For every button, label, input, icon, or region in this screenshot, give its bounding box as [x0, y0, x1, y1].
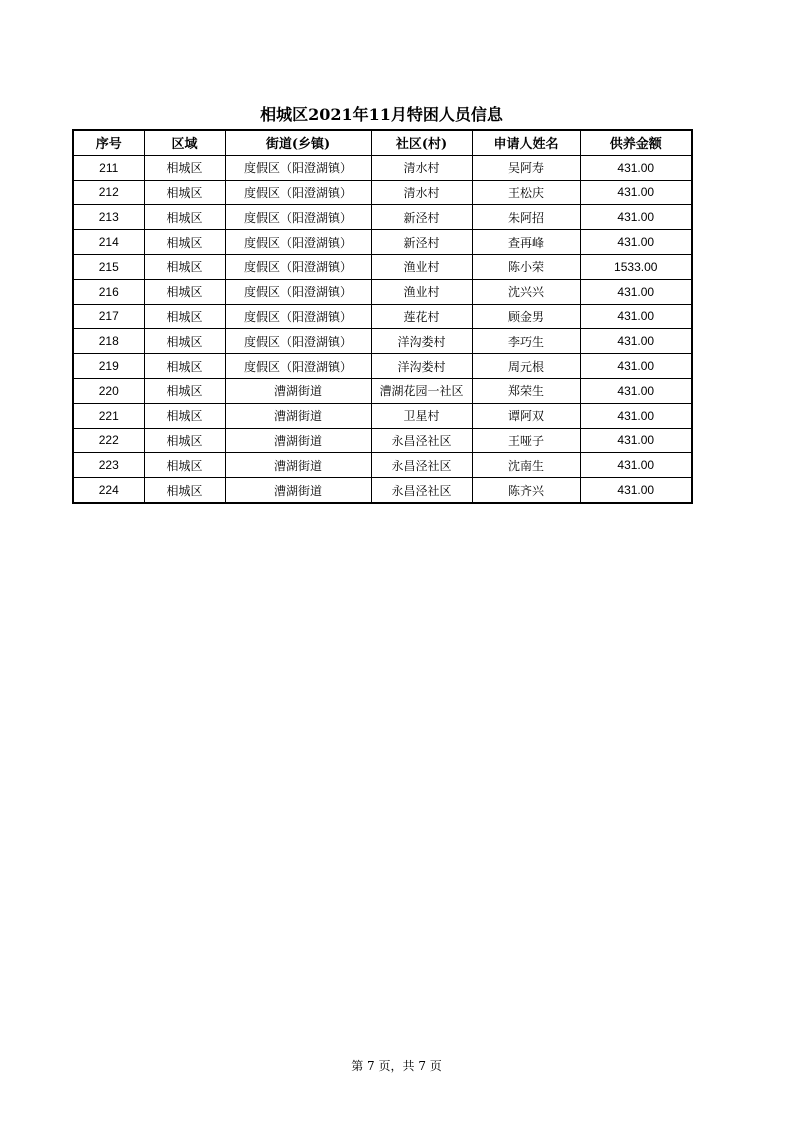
cell-applicant: 陈小荣	[472, 254, 580, 279]
cell-street: 度假区（阳澄湖镇）	[225, 354, 371, 379]
cell-amount: 431.00	[580, 378, 692, 403]
cell-community: 新泾村	[371, 230, 472, 255]
column-header-applicant: 申请人姓名	[472, 130, 580, 155]
cell-community: 卫星村	[371, 403, 472, 428]
cell-region: 相城区	[144, 403, 225, 428]
table-row	[73, 378, 692, 403]
cell-region: 相城区	[144, 279, 225, 304]
cell-index: 218	[73, 329, 144, 354]
cell-index: 222	[73, 428, 144, 453]
cell-region: 相城区	[144, 254, 225, 279]
cell-street: 漕湖街道	[225, 378, 371, 403]
cell-amount: 431.00	[580, 155, 692, 180]
cell-community: 漕湖花园一社区	[371, 378, 472, 403]
cell-applicant: 李巧生	[472, 329, 580, 354]
personnel-table	[72, 129, 693, 504]
cell-region: 相城区	[144, 180, 225, 205]
table-row	[73, 478, 692, 503]
table-header-row	[73, 130, 692, 155]
cell-community: 洋沟娄村	[371, 329, 472, 354]
cell-community: 永昌泾社区	[371, 428, 472, 453]
cell-street: 度假区（阳澄湖镇）	[225, 230, 371, 255]
cell-applicant: 谭阿双	[472, 403, 580, 428]
cell-community: 莲花村	[371, 304, 472, 329]
cell-index: 212	[73, 180, 144, 205]
table-row	[73, 428, 692, 453]
cell-applicant: 查再峰	[472, 230, 580, 255]
cell-street: 漕湖街道	[225, 403, 371, 428]
table-row	[73, 279, 692, 304]
cell-amount: 1533.00	[580, 254, 692, 279]
page-number-footer: 第 7 页，共 7 页	[351, 1059, 442, 1073]
cell-region: 相城区	[144, 304, 225, 329]
cell-community: 清水村	[371, 180, 472, 205]
cell-region: 相城区	[144, 230, 225, 255]
cell-applicant: 沈兴兴	[472, 279, 580, 304]
cell-index: 224	[73, 478, 144, 503]
column-header-region: 区域	[144, 130, 225, 155]
cell-applicant: 朱阿招	[472, 205, 580, 230]
cell-region: 相城区	[144, 428, 225, 453]
cell-amount: 431.00	[580, 180, 692, 205]
cell-region: 相城区	[144, 354, 225, 379]
cell-community: 永昌泾社区	[371, 478, 472, 503]
cell-region: 相城区	[144, 329, 225, 354]
table-row	[73, 205, 692, 230]
cell-index: 213	[73, 205, 144, 230]
cell-street: 度假区（阳澄湖镇）	[225, 279, 371, 304]
table-row	[73, 155, 692, 180]
cell-amount: 431.00	[580, 478, 692, 503]
cell-amount: 431.00	[580, 453, 692, 478]
cell-street: 度假区（阳澄湖镇）	[225, 205, 371, 230]
table-row	[73, 230, 692, 255]
table-row	[73, 403, 692, 428]
cell-street: 漕湖街道	[225, 478, 371, 503]
cell-community: 新泾村	[371, 205, 472, 230]
cell-amount: 431.00	[580, 329, 692, 354]
cell-index: 217	[73, 304, 144, 329]
table-row	[73, 329, 692, 354]
cell-amount: 431.00	[580, 354, 692, 379]
cell-region: 相城区	[144, 478, 225, 503]
cell-street: 度假区（阳澄湖镇）	[225, 155, 371, 180]
cell-street: 度假区（阳澄湖镇）	[225, 304, 371, 329]
cell-applicant: 沈南生	[472, 453, 580, 478]
cell-amount: 431.00	[580, 428, 692, 453]
cell-region: 相城区	[144, 205, 225, 230]
table-row	[73, 254, 692, 279]
column-header-index: 序号	[73, 130, 144, 155]
column-header-community: 社区(村)	[371, 130, 472, 155]
cell-index: 223	[73, 453, 144, 478]
cell-index: 211	[73, 155, 144, 180]
cell-amount: 431.00	[580, 279, 692, 304]
cell-street: 度假区（阳澄湖镇）	[225, 329, 371, 354]
cell-applicant: 陈齐兴	[472, 478, 580, 503]
cell-applicant: 顾金男	[472, 304, 580, 329]
table-row	[73, 354, 692, 379]
cell-community: 渔业村	[371, 254, 472, 279]
cell-index: 214	[73, 230, 144, 255]
table-row	[73, 304, 692, 329]
cell-index: 221	[73, 403, 144, 428]
cell-index: 216	[73, 279, 144, 304]
cell-street: 度假区（阳澄湖镇）	[225, 180, 371, 205]
page-title: 相城区2021年11月特困人员信息	[260, 105, 503, 124]
cell-street: 漕湖街道	[225, 453, 371, 478]
column-header-street: 街道(乡镇)	[225, 130, 371, 155]
cell-community: 渔业村	[371, 279, 472, 304]
cell-region: 相城区	[144, 378, 225, 403]
table-row	[73, 180, 692, 205]
cell-applicant: 王哑子	[472, 428, 580, 453]
cell-amount: 431.00	[580, 304, 692, 329]
cell-applicant: 郑荣生	[472, 378, 580, 403]
cell-applicant: 王松庆	[472, 180, 580, 205]
cell-street: 漕湖街道	[225, 428, 371, 453]
cell-amount: 431.00	[580, 230, 692, 255]
cell-amount: 431.00	[580, 403, 692, 428]
cell-community: 永昌泾社区	[371, 453, 472, 478]
table-row	[73, 453, 692, 478]
cell-street: 度假区（阳澄湖镇）	[225, 254, 371, 279]
cell-region: 相城区	[144, 453, 225, 478]
cell-applicant: 周元根	[472, 354, 580, 379]
cell-region: 相城区	[144, 155, 225, 180]
cell-amount: 431.00	[580, 205, 692, 230]
cell-index: 215	[73, 254, 144, 279]
cell-community: 清水村	[371, 155, 472, 180]
column-header-amount: 供养金额	[580, 130, 692, 155]
cell-index: 219	[73, 354, 144, 379]
cell-community: 洋沟娄村	[371, 354, 472, 379]
cell-applicant: 吴阿寿	[472, 155, 580, 180]
cell-index: 220	[73, 378, 144, 403]
